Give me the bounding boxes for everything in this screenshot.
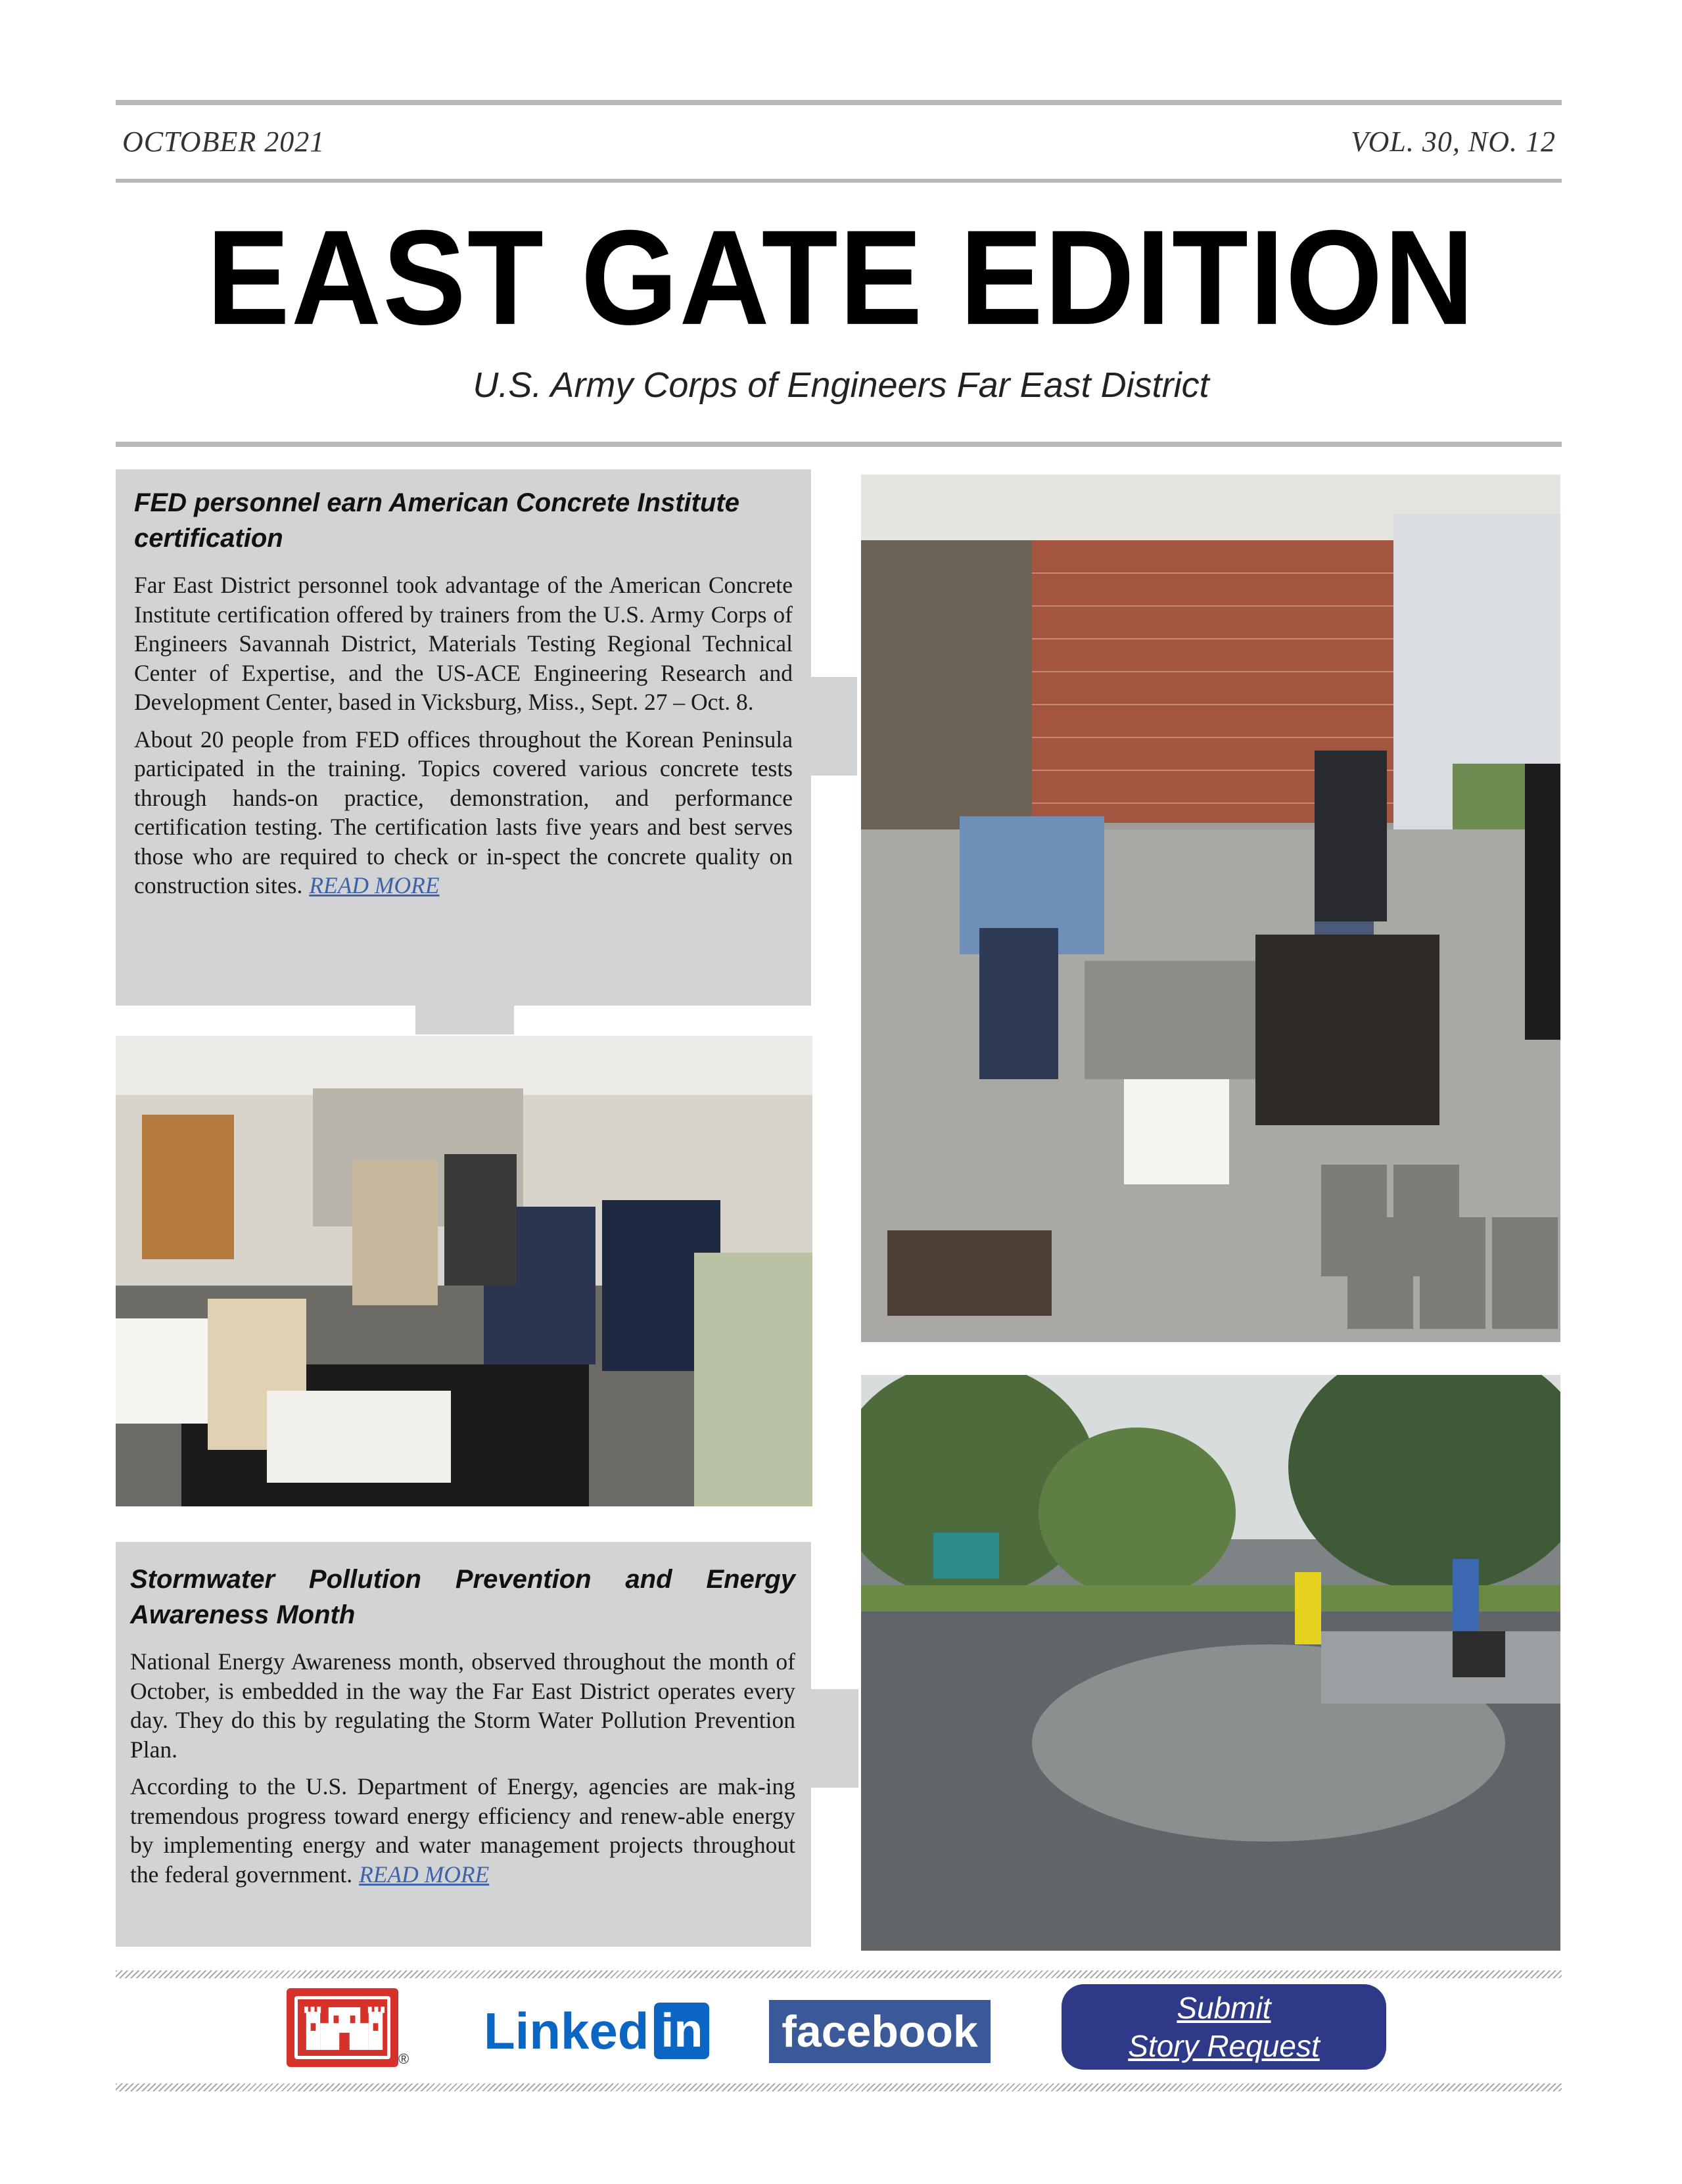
story2-headline: Stormwater Pollution Prevention and Energy Awareness Month xyxy=(130,1565,795,1629)
story1-paragraph1: Far East District personnel took advantage of the American Concrete Institute certification offered by trainers from the U.S. Army Corps of Engineers Savannah District, Materials Testing Regional Technical Center of Expertise, and the US-ACE Engineering Research and Development Center, based in Vicksburg, Miss., Sept. 27 – Oct. 8. xyxy=(134,572,793,715)
linkedin-logo-text: Linked xyxy=(484,2001,649,2060)
newsletter-subtitle: U.S. Army Corps of Engineers Far East District xyxy=(473,365,1209,405)
stormwater-photo xyxy=(861,1375,1560,1951)
linkedin-in-icon: in xyxy=(654,2003,709,2059)
story1-panel-tab-bottom xyxy=(415,1006,514,1034)
usace-castle-logo[interactable] xyxy=(287,1988,398,2067)
submit-button-line1: Submit xyxy=(1177,1991,1271,2025)
story2-paragraph2: According to the U.S. Department of Energy, agencies are mak-ing tremendous progress toward energy efficiency and renew-able energy by implementing energy and water management projects throughout the federal government. READ MORE xyxy=(130,1773,795,1888)
story1 xyxy=(134,485,793,908)
story2 xyxy=(130,1562,795,1897)
story2-paragraph1: National Energy Awareness month, observed throughout the month of October, is embedded in the way the Far East District operates every day. They do this by regulating the Storm Water Pollution Prevention Plan. xyxy=(130,1648,795,1763)
subtitle-rule xyxy=(116,442,1562,447)
castle-icon xyxy=(303,2003,386,2056)
story2-read-more-link[interactable]: READ MORE xyxy=(359,1861,490,1888)
issue-volume: VOL. 30, NO. 12 xyxy=(1351,126,1556,158)
facebook-logo[interactable]: facebook xyxy=(769,2000,991,2063)
issue-date: OCTOBER 2021 xyxy=(122,126,325,158)
lab-training-photo xyxy=(116,1036,812,1506)
concrete-testing-photo xyxy=(861,475,1560,1342)
submit-button-line2: Story Request xyxy=(1128,2029,1320,2063)
submit-story-request-button[interactable] xyxy=(1062,1984,1386,2070)
story1-panel-tab xyxy=(811,677,857,776)
top-rule xyxy=(116,100,1562,105)
linkedin-logo[interactable] xyxy=(484,1998,709,2064)
masthead-rule xyxy=(116,179,1562,183)
story1-read-more-link[interactable]: READ MORE xyxy=(309,872,440,898)
story2-panel-tab xyxy=(811,1689,858,1788)
footer-bottom-rule xyxy=(116,2083,1562,2091)
footer-top-rule xyxy=(116,1970,1562,1978)
story1-headline: FED personnel earn American Concrete Institute certification xyxy=(134,488,739,553)
registered-mark: ® xyxy=(398,2051,409,2067)
story1-paragraph2: About 20 people from FED offices throughout the Korean Peninsula participated in the training. Topics covered various concrete tests through hands-on practice, demonstration, and performance certification testing. The certification lasts five years and best serves those who are required to check or in-spect the concrete quality on construction sites. READ MORE xyxy=(134,726,793,898)
newsletter-title: EAST GATE EDITION xyxy=(206,202,1476,354)
